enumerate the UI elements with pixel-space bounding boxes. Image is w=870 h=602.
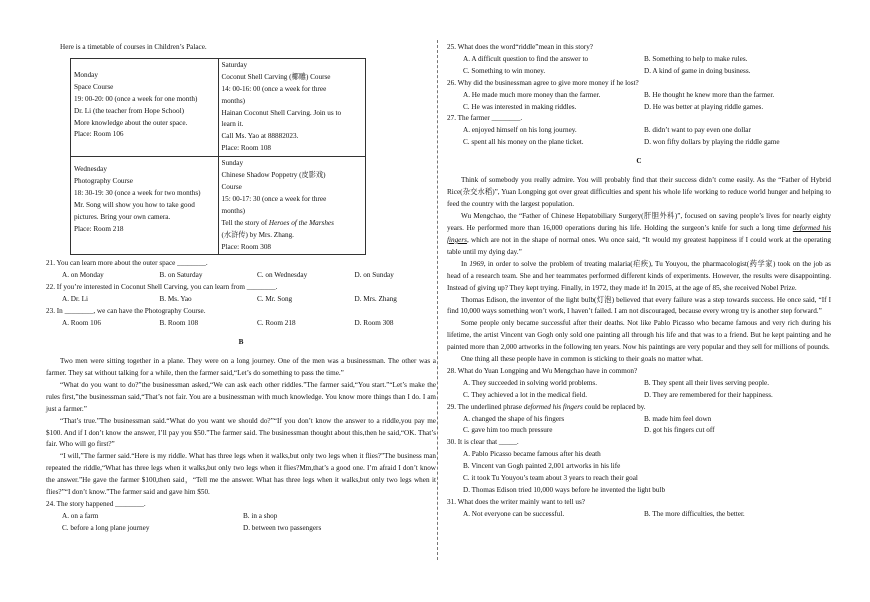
question-27: 27. The farmer ________. [447, 114, 523, 123]
option: A. on Monday [62, 271, 104, 280]
option: C. Room 218 [257, 318, 296, 327]
timetable [70, 58, 366, 256]
passage-b-paragraph: “What do you want to do?”the businessman asked,“We can ask each other riddles.”The farmer said,“You start.”“Let’s make the rules first,”the businessman said,“That’s not fair. You are a businessman with much knowledge. You know more things than I do. I am just a farmer.” [46, 380, 436, 413]
option: C. Something to win money. [463, 66, 546, 75]
option: C. on Wednesday [257, 271, 308, 280]
question-25-options [447, 66, 831, 78]
option: D. on Sunday [354, 271, 394, 280]
option: A. on a farm [62, 511, 99, 520]
option: B. made him feel down [644, 414, 712, 423]
option: A. He made much more money than the farmer. [463, 90, 601, 99]
passage-c-paragraph: Thomas Edison, the inventor of the light bulb(灯泡) believed that every failure was a step towards success. He once said, “If I find 10,000 ways something won’t work, I haven’t failed. I am not discouraged, because every wrong try is another step forward.” [447, 295, 831, 316]
option: D. Mrs. Zhang [354, 295, 397, 304]
option: A. Dr. Li [62, 295, 88, 304]
option: A. Pablo Picasso became famous after his death [463, 450, 601, 459]
question-30: 30. It is clear that _____. [447, 438, 519, 447]
question-21: 21. You can learn more about the outer space ________. [46, 259, 208, 268]
option: A. Not everyone can be successful. [463, 509, 565, 518]
question-27-options [447, 125, 831, 137]
wednesday-cell: Wednesday Photography Course 18: 30-19: 30 (once a week for two months) Mr. Song will show you how to take good pictures. Bring your own camera. Place: Room 218 [71, 157, 219, 255]
option: C. Mr. Song [257, 295, 293, 304]
option: B. didn’t want to pay even one dollar [644, 126, 751, 135]
sunday-cell: Sunday Chinese Shadow Poppetry (皮影戏) Course 15: 00-17: 30 (once a week for three months) Tell the story of Heroes of the Marshes (水浒传) by Mrs. Zhang. Place: Room 308 [218, 157, 366, 255]
option: D. got his fingers cut off [644, 426, 715, 435]
question-24: 24. The story happened ________. [46, 500, 146, 508]
question-22: 22. If you’re interested in Coconut Shell Carving, you can learn from ________. [46, 283, 278, 292]
question-29-options [447, 414, 831, 426]
question-29-options [447, 425, 831, 437]
question-28-options [447, 390, 831, 402]
section-b-heading: B [238, 338, 244, 347]
option: A. They succeeded in solving world problems. [463, 378, 598, 387]
question-21-options [46, 270, 436, 282]
option: B. Vincent van Gogh painted 2,001 artworks in his life [463, 462, 621, 471]
passage-b-paragraph: Two men were sitting together in a plane. They were on a long journey. One of the men was a businessman. The other was a farmer. They sat without talking for a while, then the farmer said,“Let’s do something to pass the time.” [46, 357, 436, 378]
option: B. He thought he knew more than the farmer. [644, 90, 775, 99]
timetable-intro: Here is a timetable of courses in Children’s Palace. [60, 43, 207, 51]
passage-c-paragraph: In 1969, in order to solve the problem of treating malaria(疟疾), Tu Youyou, the pharmacologist(药学家) took on the job as head of a research team. She and her teammates performed different kinds of experiments. However, the results were disappointing. Instead of giving up? They kept trying. Finally, in 1972, they made it! In 2015, at the age of 85, she received Nobel Prize. [447, 259, 831, 292]
option: B. They spent all their lives serving people. [644, 378, 770, 387]
option: A. enjoyed himself on his long journey. [463, 126, 577, 135]
passage-c-paragraph: Think of somebody you really admire. You will probably find that their success didn’t come easily. As the “Father of Hybrid Rice(杂交水稻)”, Yuan Longping got over great difficulties and spent his whole life working to reduce world hunger and helping to feed the country with the largest population. [447, 176, 831, 209]
question-23-options [46, 318, 436, 330]
option: D. He was better at playing riddle games. [644, 102, 764, 111]
option: D. They are remembered for their happiness. [644, 390, 773, 399]
question-23: 23. In ________, we can have the Photography Course. [46, 307, 206, 316]
passage-c-paragraph: Some people only became successful after their deaths. Not like Pablo Picasso who became famous and very rich during his lifetime, the artist Vincent van Gogh only sold one painting all through his life and that was to a friend. But he kept painting and he painted more than 2,000 artworks in the following ten years. Now his paintings are very popular and they sell for millions of pounds. [447, 319, 831, 352]
question-22-options [46, 294, 436, 306]
question-24-options [46, 511, 436, 523]
question-26: 26. Why did the businessman agree to give more money if he lost? [447, 78, 639, 87]
underlined-phrase: deformed his fingers [447, 224, 831, 244]
passage-b-paragraph: “I will,”The farmer said.“Here is my riddle. What has three legs when it walks,but only two legs when it flies?”The business man repeated the riddle,“What has three legs when it walks,but only two legs when it flies?Mm,that’s a good one. I’m afraid I don’t know the answer.”He gave the farmer $100,then said，“Tell me the answer. What has three legs when it walks,but only two legs when it flies?”“I don’t know.”The farmer said and gave him $50. [46, 452, 436, 497]
option: C. They achieved a lot in the medical field. [463, 390, 588, 399]
question-31: 31. What does the writer mainly want to tell us? [447, 497, 585, 506]
saturday-cell: Saturday Coconut Shell Carving (椰雕) Course 14: 00-16: 00 (once a week for three months) Hainan Coconut Shell Carving. Join us to learn it. Call Ms. Yao at 88882023. Place: Room 108 [218, 58, 366, 156]
question-26-options [447, 102, 831, 114]
option: C. it took Tu Youyou’s team about 3 years to reach their goal [463, 474, 638, 483]
option: B. Ms. Yao [159, 295, 192, 304]
question-28: 28. What do Yuan Longping and Wu Mengchao have in common? [447, 366, 638, 375]
question-31-options [447, 509, 831, 521]
option: B. in a shop [243, 511, 278, 520]
question-24-options [46, 523, 436, 535]
option: A. A difficult question to find the answer to [463, 54, 589, 63]
option: D. won fifty dollars by playing the riddle game [644, 138, 780, 147]
column-divider [437, 40, 438, 560]
option: B. Room 108 [159, 318, 199, 327]
question-25: 25. What does the word“riddle”mean in this story? [447, 43, 593, 51]
passage-c-paragraph: Wu Mengchao, the “Father of Chinese Hepatobiliary Surgery(肝胆外科)”, focused on saving people’s lives for nearly eighty years. He performed more than 16,000 operations during his life. Holding the surgeon’s knife for such a long time deformed his fingers, which are not in the shape of normal ones. Wu once said, “It would my greatest happiness if I could work at the operating table until my dying day.” [447, 212, 831, 256]
section-c-heading: C [636, 157, 642, 166]
option: B. on Saturday [159, 271, 203, 280]
option: D. between two passengers [243, 523, 322, 532]
option: A. changed the shape of his fingers [463, 414, 565, 423]
option: D. Thomas Edison tried 10,000 ways before he invented the light bulb [463, 486, 666, 494]
monday-cell: Monday Space Course 19: 00-20: 00 (once a week for one month) Dr. Li (the teacher from Hope School) More knowledge about the outer space. Place: Room 106 [71, 58, 219, 156]
question-28-options [447, 378, 831, 390]
question-25-options [447, 54, 831, 66]
question-27-options [447, 137, 831, 149]
option: D. A kind of game in doing business. [644, 66, 751, 75]
option: B. Something to help to make rules. [644, 54, 748, 63]
left-column [46, 42, 436, 535]
option: A. Room 106 [62, 318, 101, 327]
option: C. He was interested in making riddles. [463, 102, 577, 111]
option: B. The more difficulties, the better. [644, 509, 745, 518]
option: C. gave him too much pressure [463, 426, 553, 435]
option: D. Room 308 [354, 318, 394, 327]
passage-c-paragraph: One thing all these people have in common is sticking to their goals no matter what. [461, 355, 703, 364]
question-29: 29. The underlined phrase deformed his fingers could be replaced by. [447, 402, 646, 411]
passage-b-paragraph: “That’s true.”The businessman said.“What do you want we should do?”“If you don’t know the answer to a riddle,you pay me $100. And if I don’t know the answer, I’ll pay you $50.”The farmer said. The businessman thought about this,then he said,“OK. That’s fair. Who will go first?” [46, 416, 436, 449]
question-26-options [447, 90, 831, 102]
right-column [447, 42, 831, 521]
option: C. before a long plane journey [62, 523, 150, 532]
option: C. spent all his money on the plane ticket. [463, 138, 584, 147]
